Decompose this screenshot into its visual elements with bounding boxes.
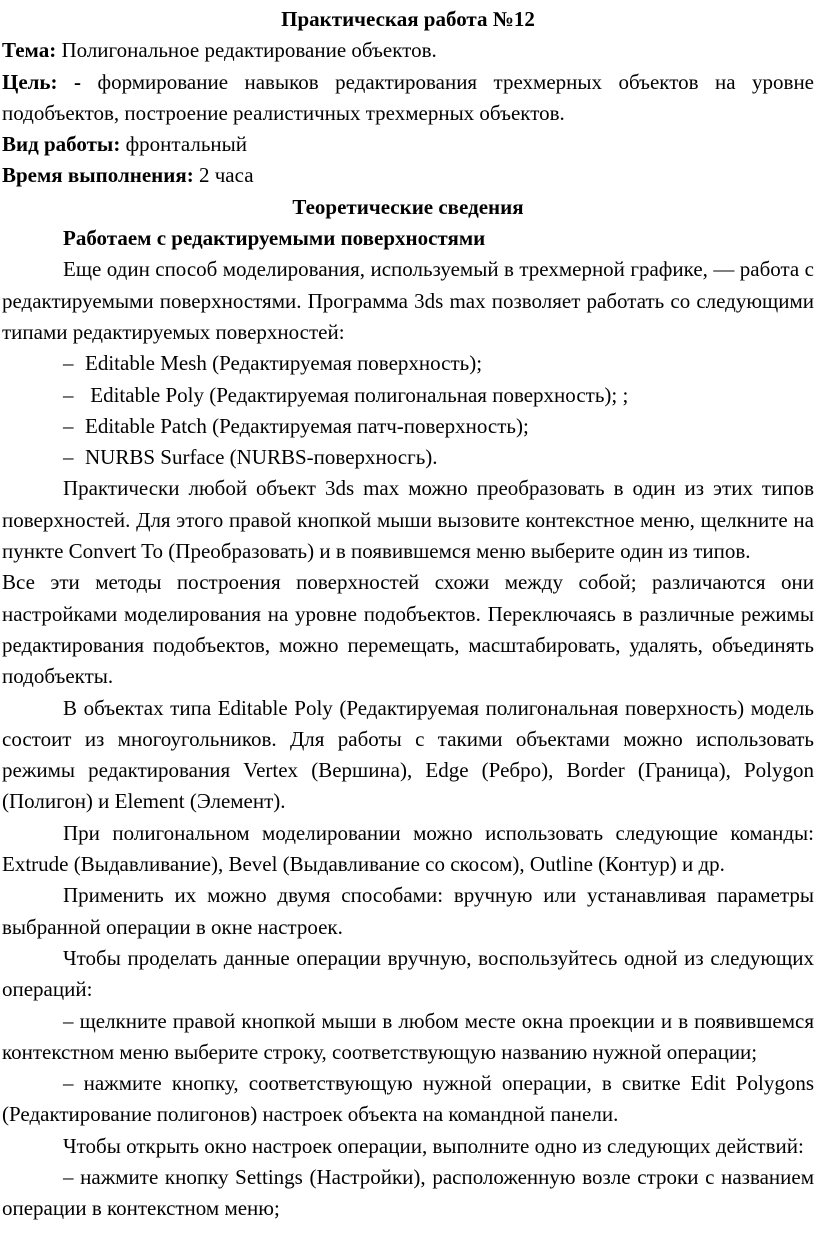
- list-item: [2, 348, 814, 379]
- list-item-text: NURBS Surface (NURBS-поверхносгь).: [85, 445, 438, 470]
- goal-value: формирование навыков редактирования трехмерных объектов на уровне подобъектов, построение реалистичных трехмерных объектов.: [2, 69, 815, 125]
- dash-bullet: –: [63, 351, 74, 376]
- paragraph-2: Практически любой объект 3ds max можно преобразовать в один из этих типов поверхностей. Для этого правой кнопкой мыши вызовите контекстное меню, щелкните на пункте Convert To (Преобразовать) и в появившемся меню выберите один из типов.: [2, 476, 814, 564]
- dash-bullet: –: [63, 445, 74, 470]
- paragraph-7: Чтобы проделать данные операции вручную, воспользуйтесь одной из следующих операций:: [2, 945, 814, 1002]
- dash-bullet: –: [63, 1071, 74, 1096]
- list-item-text: нажмите кнопку Settings (Настройки), расположенную возле строки с названием операции в контекстном меню;: [2, 1164, 815, 1221]
- dash-bullet: –: [63, 382, 74, 407]
- topic-label: Тема:: [2, 38, 57, 63]
- page-title: Практическая работа №12: [281, 7, 535, 31]
- section-title: Теоретические сведения: [292, 194, 524, 219]
- paragraph-3: Все эти методы построения поверхностей схожи между собой; различаются они настройками моделирования на уровне подобъектов. Переключаясь в различные режимы редактирования подобъектов, можно перемещать, масштабировать, удалять, объединять подобъекты.: [2, 570, 814, 689]
- subsection-title: Работаем с редактируемыми поверхностями: [63, 226, 486, 251]
- work-type-label: Вид работы:: [2, 132, 121, 157]
- list-item: [2, 1006, 814, 1069]
- paragraph-8: Чтобы открыть окно настроек операции, выполните одно из следующих действий:: [63, 1133, 804, 1158]
- goal-line: [2, 67, 814, 130]
- list-item-text: щелкните правой кнопкой мыши в любом месте окна проекции и в появившемся контекстном меню выберите строку, соответствующую названию нужной операции;: [2, 1008, 814, 1064]
- work-type-line: [2, 129, 814, 160]
- dash-bullet: –: [63, 1164, 74, 1189]
- goal-label: Цель: -: [2, 69, 81, 94]
- time-line: [2, 160, 814, 191]
- topic-line: [2, 35, 814, 66]
- list-item: [2, 411, 814, 442]
- list-item: [2, 442, 814, 473]
- dash-bullet: –: [63, 1008, 74, 1033]
- dash-bullet: –: [63, 413, 74, 438]
- list-item: [2, 1068, 814, 1131]
- list-item-text: Editable Patch (Редактируемая патч-поверхность);: [85, 413, 529, 438]
- list-item: [2, 380, 814, 411]
- paragraph-6: Применить их можно двумя способами: вручную или устанавливая параметры выбранной операции в окне настроек.: [2, 883, 814, 939]
- paragraph-5: При полигональном моделировании можно использовать следующие команды: Extrude (Выдавливание), Bevel (Выдавливание со скосом), Outline (Контур) и др.: [2, 820, 814, 877]
- list-item-text: нажмите кнопку, соответствующую нужной операции, в свитке Edit Polygons (Редактирование полигонов) настроек объекта на командной панели.: [2, 1071, 814, 1127]
- time-value: 2 часа: [193, 163, 254, 188]
- topic-value: Полигональное редактирование объектов.: [56, 38, 437, 63]
- paragraph-4: В объектах типа Editable Poly (Редактируемая полигональная поверхность) модель состоит из многоугольников. Для работы с такими объектами можно использовать режимы редактирования Vertex (Вершина), Edge (Ребро), Border (Граница), Polygon (Полигон) и Element (Элемент).: [2, 695, 814, 814]
- paragraph-1: Еще один способ моделирования, используемый в трехмерной графике, — работа с редактируемыми поверхностями. Программа 3ds max позволяет работать со следующими типами редактируемых поверхностей:: [2, 257, 814, 344]
- time-label: Время выполнения:: [2, 163, 194, 188]
- work-type-value: фронтальный: [120, 132, 247, 157]
- list-item: [2, 1162, 814, 1225]
- list-item-text: Editable Poly (Редактируемая полигональная поверхность); ;: [85, 382, 629, 407]
- list-item-text: Editable Mesh (Редактируемая поверхность);: [85, 351, 483, 376]
